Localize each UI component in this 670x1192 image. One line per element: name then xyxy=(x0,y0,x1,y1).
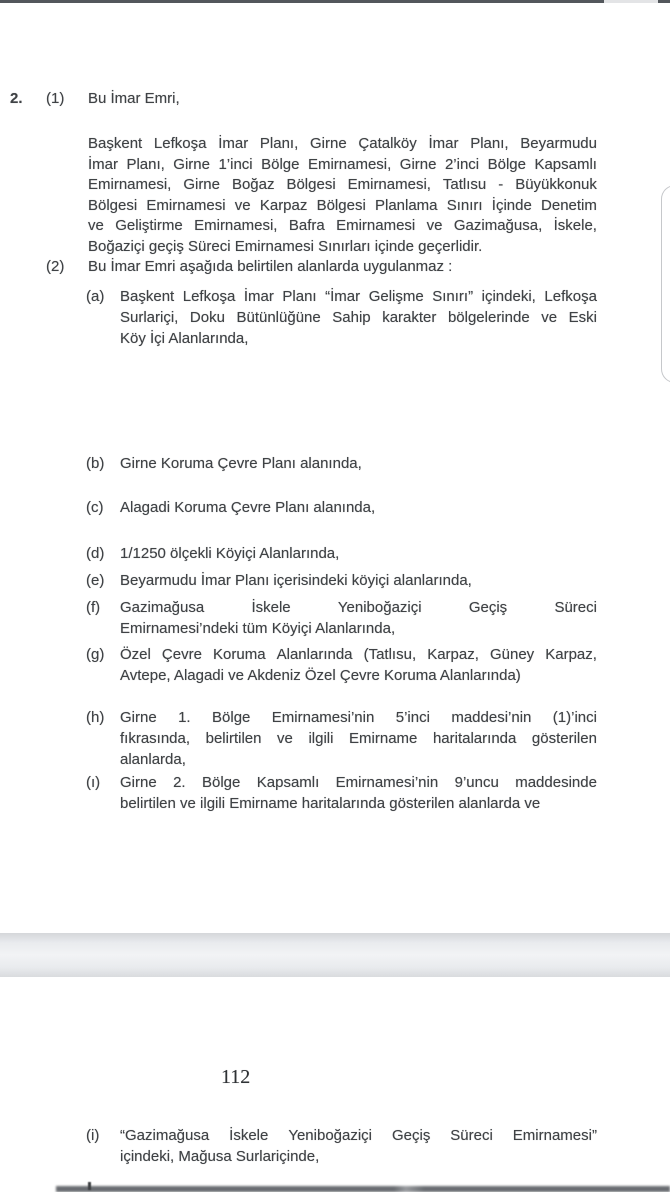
text-line: alanlarda, xyxy=(120,751,186,768)
text-line: Beyarmudu İmar Planı içerisindeki köyiçi alanlarında, xyxy=(120,572,472,589)
top-edge-line xyxy=(0,0,670,3)
section-2-intro: Bu İmar Emri aşağıda belirtilen alanlarda uygulanmaz : xyxy=(88,258,453,275)
section-1-number: (1) xyxy=(46,90,65,107)
item-label: (e) xyxy=(86,572,105,589)
section-1-intro: Bu İmar Emri, xyxy=(88,90,180,107)
item-text xyxy=(120,286,597,349)
item-text xyxy=(120,543,597,564)
text-line: Başkent Lefkoşa İmar Planı, Girne Çatalköy İmar Planı, Beyarmudu xyxy=(88,135,597,152)
text-line: Girne Koruma Çevre Planı alanında, xyxy=(120,455,362,472)
item-text xyxy=(120,644,597,686)
text-line: içindeki, Mağusa Surlariçinde, xyxy=(120,1148,320,1165)
item-label: (ı) xyxy=(86,774,101,791)
text-line: belirtilen ve ilgili Emirname haritalarında gösterilen alanlarda ve xyxy=(120,795,541,812)
item-label: (h) xyxy=(86,709,105,726)
item-text xyxy=(120,707,597,770)
text-line: Gazimağusa İskele Yeniboğaziçi Geçiş Süreci xyxy=(120,599,597,616)
text-line: Özel Çevre Koruma Alanlarında (Tatlısu, Karpaz, Güney Karpaz, xyxy=(120,646,597,663)
section-2-number: (2) xyxy=(46,258,65,275)
item-text xyxy=(120,453,597,474)
text-line: “Gazimağusa İskele Yeniboğaziçi Geçiş Süreci Emirnamesi” xyxy=(120,1127,597,1144)
cut-off-text-row xyxy=(56,1186,670,1192)
item-text xyxy=(120,597,597,639)
item-label: (d) xyxy=(86,545,105,562)
item-label: (c) xyxy=(86,499,104,516)
cut-off-letter-fragment xyxy=(88,1182,91,1190)
text-line: İmar Planı, Girne 1’inci Bölge Emirnamesi, Girne 2’inci Bölge Kapsamlı xyxy=(88,155,597,173)
text-line: Alagadi Koruma Çevre Planı alanında, xyxy=(120,499,376,516)
text-line: Bölgesi Emirnamesi ve Karpaz Bölgesi Planlama Sınırı İçinde Denetim xyxy=(88,196,597,214)
item-text xyxy=(120,497,597,518)
text-line: ve Geliştirme Emirnamesi, Bafra Emirnamesi ve Gazimağusa, İskele, xyxy=(88,217,597,234)
right-edge-rounded-panel-corner xyxy=(661,185,670,383)
text-line: Girne 2. Bölge Kapsamlı Emirnamesi’nin 9’uncu maddesinde xyxy=(120,774,597,791)
item-label: (i) xyxy=(86,1127,100,1144)
item-label: (b) xyxy=(86,455,105,472)
text-line: Köy İçi Alanlarında, xyxy=(120,330,249,347)
item-label: (g) xyxy=(86,646,105,663)
item-label: (f) xyxy=(86,599,101,616)
item-text xyxy=(120,570,597,591)
text-line: Avtepe, Alagadi ve Akdeniz Özel Çevre Koruma Alanlarında) xyxy=(120,667,521,684)
text-line: Surlariçi, Doku Bütünlüğüne Sahip karakter bölgelerinde ve Eski xyxy=(120,309,597,326)
page-number: 112 xyxy=(221,1066,251,1088)
text-line: Girne 1. Bölge Emirnamesi’nin 5’inci maddesi’nin (1)’inci xyxy=(120,709,597,726)
text-line: fıkrasında, belirtilen ve ilgili Emirname haritalarında gösterilen xyxy=(120,730,597,747)
text-line: Emirnamesi, Girne Boğaz Bölgesi Emirnamesi, Tatlısu - Büyükkonuk xyxy=(88,176,597,193)
item-text xyxy=(120,772,597,814)
text-line: 1/1250 ölçekli Köyiçi Alanlarında, xyxy=(120,545,340,562)
clause-number: 2. xyxy=(10,90,23,107)
page-separator-band xyxy=(0,933,670,977)
section-1-paragraph xyxy=(88,134,597,257)
text-line: Başkent Lefkoşa İmar Planı “İmar Gelişme Sınırı” içindeki, Lefkoşa xyxy=(120,288,597,305)
text-line: Boğaziçi geçiş Süreci Emirnamesi Sınırları içinde geçerlidir. xyxy=(88,237,483,255)
top-edge-line-light-segment xyxy=(604,0,658,3)
item-label: (a) xyxy=(86,288,105,305)
text-line: Emirnamesi’ndeki tüm Köyiçi Alanlarında, xyxy=(120,620,396,637)
item-text xyxy=(120,1125,597,1167)
